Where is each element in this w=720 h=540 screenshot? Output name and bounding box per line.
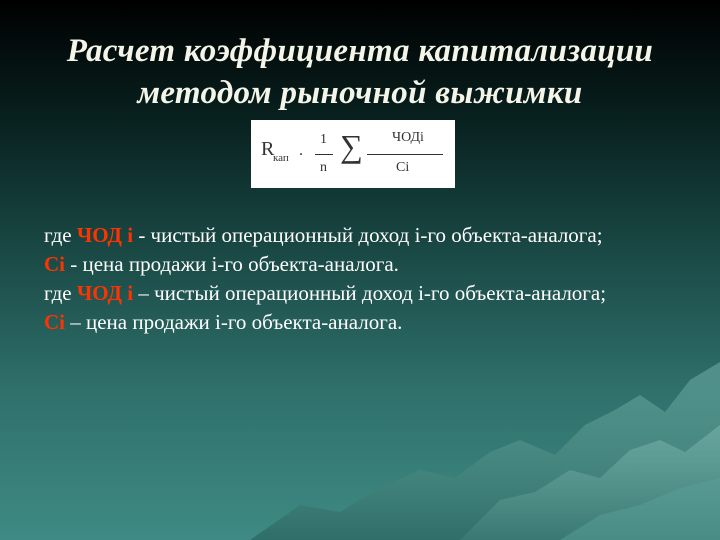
definition-item (44, 308, 694, 337)
definition-prefix: где (44, 223, 77, 247)
definition-item (44, 250, 694, 279)
formula-fraction-bar-2 (367, 154, 443, 156)
definition-rest: - чистый операционный доход i-го объекта-аналога; (133, 223, 603, 247)
definition-term: ЧОД i (76, 223, 134, 247)
formula-equals: . (299, 142, 303, 159)
formula-r-subscript: кап (273, 152, 289, 164)
definition-term: ЧОД i (76, 281, 134, 305)
formula-sigma: ∑ (340, 128, 363, 164)
formula-r-symbol: R (261, 138, 275, 160)
definition-item (44, 221, 694, 250)
definition-term: Ci (44, 310, 65, 334)
definition-rest: – цена продажи i-го объекта-аналога. (65, 310, 403, 334)
formula-denominator-2: Ci (396, 160, 410, 175)
title-line-1: Расчет коэффициента капитализации (66, 33, 654, 69)
definitions-text (44, 221, 694, 337)
definition-item (44, 279, 694, 308)
formula-fraction-numerator-1: 1 (320, 132, 327, 147)
slide-title (40, 30, 680, 114)
definition-prefix: где (44, 281, 77, 305)
title-line-2: методом рыночной выжимки (137, 75, 583, 111)
definition-rest: – чистый операционный доход i-го объекта-аналога; (133, 281, 607, 305)
formula-image (251, 120, 455, 188)
formula-fraction-bar-1 (315, 154, 333, 156)
formula-fraction-denominator-n: n (320, 160, 327, 175)
formula-numerator-2: ЧОДi (392, 130, 424, 145)
definition-term: Ci (44, 252, 65, 276)
definition-rest: - цена продажи i-го объекта-аналога. (65, 252, 399, 276)
